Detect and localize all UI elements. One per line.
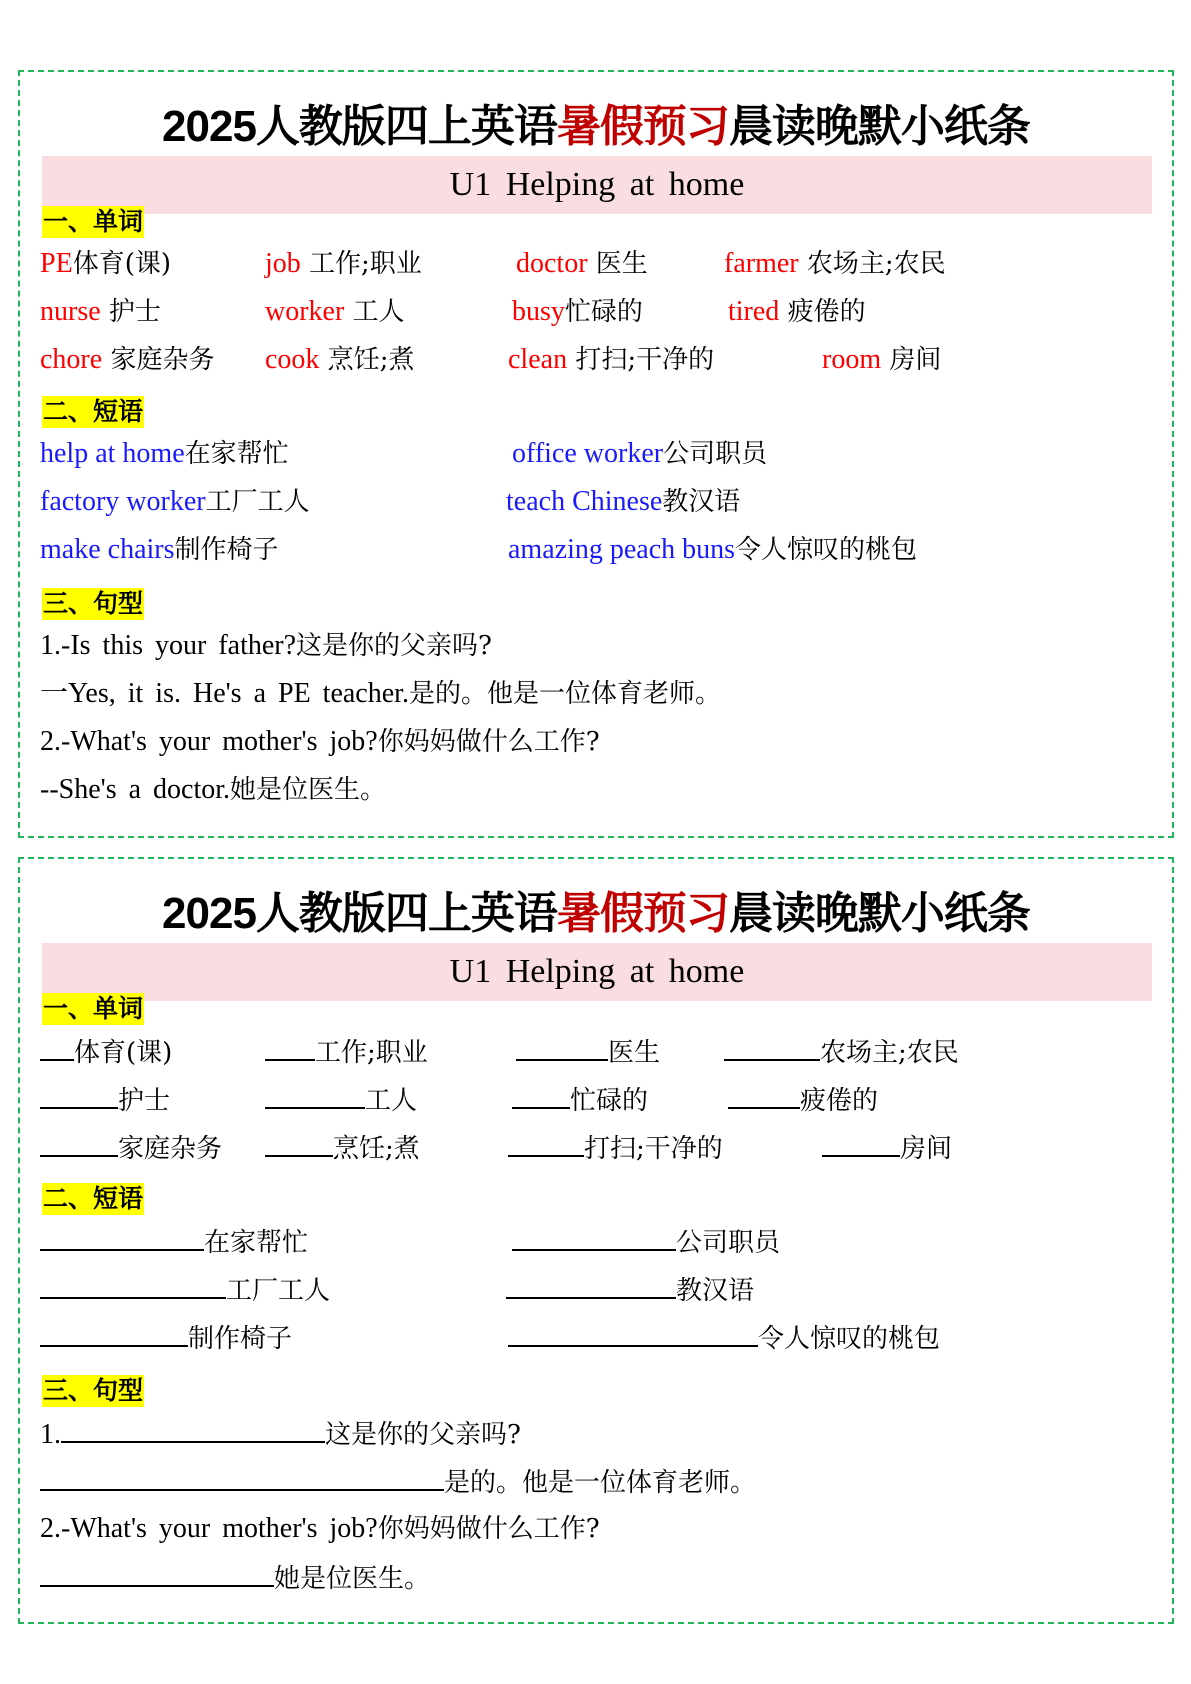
sentence-line: --She's a doctor.她是位医生。 <box>40 774 387 805</box>
answer-blank[interactable] <box>512 1079 570 1109</box>
section-sentences-heading: 三、句型 <box>43 1376 144 1405</box>
phrase-row <box>20 482 1172 522</box>
word-row <box>20 292 1172 332</box>
answer-blank[interactable] <box>508 1127 584 1157</box>
section-phrases-heading: 二、短语 <box>43 1184 144 1213</box>
phrase-row <box>20 1269 1172 1309</box>
answer-card <box>18 70 1174 838</box>
word-blank-item[interactable]: 工人 <box>265 1079 417 1121</box>
phrase-item: make chairs制作椅子 <box>40 534 279 565</box>
phrase-blank-item[interactable]: 令人惊叹的桃包 <box>508 1317 940 1359</box>
word-blank-item[interactable]: 打扫;干净的 <box>508 1127 723 1169</box>
answer-blank[interactable] <box>265 1031 315 1061</box>
answer-blank[interactable] <box>40 1127 118 1157</box>
answer-blank[interactable] <box>508 1317 758 1347</box>
phrase-blank-item[interactable]: 工厂工人 <box>40 1269 330 1311</box>
word-item: farmer 农场主;农民 <box>724 248 946 279</box>
phrase-item: teach Chinese教汉语 <box>506 486 741 517</box>
word-blank-item[interactable]: 房间 <box>822 1127 952 1169</box>
word-item: chore 家庭杂务 <box>40 344 215 375</box>
phrase-item: amazing peach buns令人惊叹的桃包 <box>508 534 918 565</box>
word-item: clean 打扫;干净的 <box>508 344 715 375</box>
answer-blank[interactable] <box>40 1031 74 1061</box>
word-blank-item[interactable]: 体育(课) <box>40 1031 172 1073</box>
title-prefix: 2025人教版四上英语 <box>162 102 557 151</box>
word-item: cook 烹饪;煮 <box>265 344 415 375</box>
title-suffix: 晨读晚默小纸条 <box>728 889 1030 938</box>
unit-banner: U1 Helping at home <box>42 156 1152 214</box>
answer-blank[interactable] <box>728 1079 800 1109</box>
title-highlight: 暑假预习 <box>556 889 729 938</box>
phrase-row <box>20 1221 1172 1261</box>
phrase-row <box>20 530 1172 570</box>
word-blank-item[interactable]: 农场主;农民 <box>724 1031 959 1073</box>
sentence-line: 2.-What's your mother's job?你妈妈做什么工作? <box>40 726 600 757</box>
phrase-blank-item[interactable]: 教汉语 <box>506 1269 754 1311</box>
phrase-item: help at home在家帮忙 <box>40 438 289 469</box>
answer-blank[interactable] <box>265 1079 365 1109</box>
word-item: PE体育(课) <box>40 248 171 279</box>
phrase-blank-item[interactable]: 制作椅子 <box>40 1317 292 1359</box>
sentence-line: 2.-What's your mother's job?你妈妈做什么工作? <box>40 1513 600 1544</box>
section-sentences-heading: 三、句型 <box>43 589 144 618</box>
word-blank-item[interactable]: 家庭杂务 <box>40 1127 222 1169</box>
word-row <box>20 340 1172 380</box>
word-row <box>20 1127 1172 1167</box>
sentence-line: 1.-Is this your father?这是你的父亲吗? <box>40 630 492 661</box>
title-suffix: 晨读晚默小纸条 <box>728 102 1030 151</box>
card-title <box>20 877 1172 941</box>
word-blank-item[interactable]: 护士 <box>40 1079 170 1121</box>
answer-blank[interactable] <box>822 1127 900 1157</box>
phrase-item: factory worker工厂工人 <box>40 486 310 517</box>
unit-banner: U1 Helping at home <box>42 943 1152 1001</box>
sentence-blank-line[interactable]: 是的。他是一位体育老师。 <box>40 1461 756 1503</box>
answer-blank[interactable] <box>40 1079 118 1109</box>
answer-blank[interactable] <box>40 1221 204 1251</box>
card-title <box>20 90 1172 154</box>
word-item: job 工作;职业 <box>265 248 422 279</box>
answer-blank[interactable] <box>40 1557 274 1587</box>
word-row <box>20 1079 1172 1119</box>
title-prefix: 2025人教版四上英语 <box>162 889 557 938</box>
answer-blank[interactable] <box>506 1269 676 1299</box>
phrase-row <box>20 1317 1172 1357</box>
phrase-blank-item[interactable]: 在家帮忙 <box>40 1221 308 1263</box>
answer-blank[interactable] <box>265 1127 333 1157</box>
answer-blank[interactable] <box>724 1031 820 1061</box>
answer-blank[interactable] <box>40 1269 226 1299</box>
phrase-item: office worker公司职员 <box>512 438 768 469</box>
word-item: busy忙碌的 <box>512 296 643 327</box>
section-phrases-heading: 二、短语 <box>43 397 144 426</box>
phrase-blank-item[interactable]: 公司职员 <box>512 1221 780 1263</box>
answer-blank[interactable] <box>61 1413 325 1443</box>
section-words-heading: 一、单词 <box>43 207 144 236</box>
blank-card <box>18 857 1174 1624</box>
title-highlight: 暑假预习 <box>556 102 729 151</box>
word-item: doctor 医生 <box>516 248 648 279</box>
sentence-blank-line[interactable]: 1. 这是你的父亲吗? <box>40 1413 521 1455</box>
word-blank-item[interactable]: 疲倦的 <box>728 1079 878 1121</box>
word-blank-item[interactable]: 忙碌的 <box>512 1079 648 1121</box>
word-blank-item[interactable]: 工作;职业 <box>265 1031 428 1073</box>
word-item: nurse 护士 <box>40 296 161 327</box>
sentence-line: 一Yes, it is. He's a PE teacher.是的。他是一位体育老师。 <box>40 678 721 709</box>
answer-blank[interactable] <box>40 1461 444 1491</box>
phrase-row <box>20 434 1172 474</box>
word-row <box>20 1031 1172 1071</box>
word-item: room 房间 <box>822 344 942 375</box>
answer-blank[interactable] <box>512 1221 676 1251</box>
word-blank-item[interactable]: 医生 <box>516 1031 660 1073</box>
answer-blank[interactable] <box>40 1317 188 1347</box>
section-words-heading: 一、单词 <box>43 994 144 1023</box>
sentence-blank-line[interactable]: 她是位医生。 <box>40 1557 430 1599</box>
word-item: worker 工人 <box>265 296 405 327</box>
word-row <box>20 244 1172 284</box>
word-item: tired 疲倦的 <box>728 296 866 327</box>
word-blank-item[interactable]: 烹饪;煮 <box>265 1127 420 1169</box>
answer-blank[interactable] <box>516 1031 608 1061</box>
